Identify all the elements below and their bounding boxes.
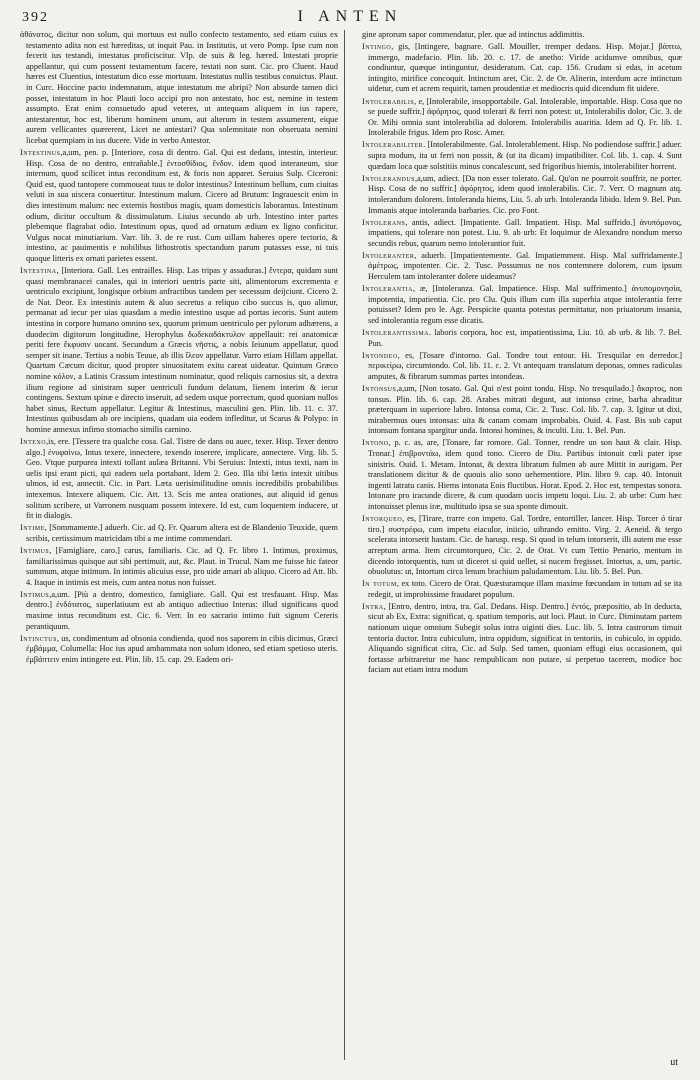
entry-headword: Intolerantissima [362, 328, 429, 338]
page-header [22, 8, 678, 30]
entry-headword: Intondeo [362, 350, 398, 360]
entry-headword: Intingo [362, 42, 392, 52]
dictionary-entry [20, 30, 338, 147]
entry-text: ,a,um. [Più a dentro, domestico, famigliare. Gall. Qui est tresfauant. Hisp. Mas dentro.] ἐνδότατος, superlatiuum est ab antiquo adiectiuo Interus: illud significans quod maxime intus reconditum est. Cic. 6. Verr. In eo sacrario intimo fuit signum Cereris perantiquum. [26, 589, 338, 631]
entry-text: , gis, [Intingere, bagnare. Gall. Mouiller, tremper dedans. Hisp. Mojar.] βάπτω, immergo, madefacio. Plin. lib. 20. c. 17. de anetho: Viride acidumve omnibus, quæ condiuntur, quæque intinguntur, desideratum. Cat. cap. 156. Crudam si edas, in acetum intingito, mirifice concoquit. Intinctum aret, Cic. 2. de Or. Aliterin, interdum acre intinctum uidetur, cum et acrem requirit, tamen proudentiæ et mediocris quid dicendum fit uidere. [368, 42, 682, 94]
entry-text: , [Interiora. Gall. Les entrailles. Hisp. Las tripas y assaduras.] ἔντερα, quidam sunt quasi membranacei canales, qui in interiori uentris parte siti, alimentorum excrementa e uentriculo excipiunt, longisque orbium anfractibus tandem per secessum deijciunt. Cicero 2. de Nat. Deor. Ex intestinis autem & aluo secretus a reliquo cibo succus is, quo alimur, permanat ad iecur per uias quasdam a medio intestino usque ad portas iecoris. Sunt autem intestina in corpore humano omnino sex, quorum primum uentriculo per pylorum adhærens, a duodecim digitorum longitudine, Herophylus δωδεκαδάκτυλον appellauit: rei anatomicæ periti fere ἔκφυσιν uocant. Secundum a Græcis νῆστις, a nobis Ieiunum appellatur, quod semper sit inane. Tertius a nobis Teuue, ab illis ἴλεον appellatur. Varro etiam Hillam appellat. Quartum Cæcum dicitur, quod propter sinuositatem exitu careat uideatur. Quintum Græco nomine κόλον, a Latinis Crassum intestinum nominatur, quod reliquis carnosius sit, a dextra ilium regione ad sinistram super uentriculi fundum delatum, lienem interim & iecur contingens. Sextum spinæ e directo inseruit, ad sedem usque porrectum, quod quoniam nullos habet sinus, Rectum appellatur. Legitur & Intestinus, masculini gen. Plin. lib. 11. c. 37. Intestinus quibusdam ab ore incipiens, quadam uia eodem infleditur, ut Scarus & Polypo: in homine annexus infimo stomacho similis carnino. [26, 266, 338, 434]
entry-text: , [Famigliare, caro.] carus, familiaris. Cic. ad Q. Fr. libro 1. Intimus, proximus, familiarissimus quisque aut sibi pertimuit, aut, &c. Plaut. in Trucul. Nam me fuisse hic fateor summum, atque intimum. In intimis alicuius esse, pro uide amari ab aliquo. Cicero ad Att. lib. 4. Itaque in intimis est meis, cum antea notus non fuisset. [26, 546, 338, 587]
entry-headword: Intolerans [362, 217, 406, 227]
dictionary-entry [20, 546, 338, 588]
dictionary-entry [20, 266, 338, 436]
dictionary-entry [362, 438, 682, 512]
entry-headword: Intinctus [20, 633, 57, 643]
entry-text: ἀθάνατος, dicitur non solum, qui mortuus est nullo confecto testamento, sed etiam cuius ex testamento adita non est hæreditas, ut inquit Pau. in Institutis, ut vero Pomp. Ipse cum non fecerit ius testandi, intestatus proficiscitur. Vlp. de suis & leg. hæred. Intestati proprie appellantur, qui cum possent testamentum facere, testati non sunt. Cic. pro Cluent. Haud hæres est Cluentius, intestatum dico esse mortuum. Intestatus nullis testibus conuictus. Plaut. in Curc. Hoccine pacto indemnatum, atque intestatum me abripi? Non absurde tamen dici posset, intestatum in hoc Plauti loco accipi pro non antestato, hoc est, nemine in testem assumpto. Erat enim consuetudo apud veteres, ut antequam aliquem in ius rapere, antestarentur, hoc est, liberum hominem unum, aut alterum in testem assumerent, eique aurem vellicantes quærerent, Licet ne antestari? Qua solemnitate non obseruata nemini licebat quempiam in ius ducere. Vide in verbo Antestor. [20, 30, 338, 145]
dictionary-entry [362, 328, 682, 349]
entry-text: , es, [Tosare d'intorno. Gal. Tondre tout entour. Hi. Tresquilar en derredor.] περικείρω, circumtondo. Col. lib. 11. c. 2. Vt antequam translatum deponas, omnes radiculas amputes, & fibrarum summas partes intondeas. [368, 350, 682, 381]
entry-headword: Intestinus [20, 148, 61, 158]
dictionary-entry [362, 351, 682, 383]
dictionary-entry [362, 30, 682, 41]
entry-headword: Intolerabilis [362, 96, 415, 106]
entry-headword: Intexo [20, 437, 47, 447]
entry-headword: Intorqueo [362, 514, 403, 524]
entry-text: gine aprorum sapor commendatur, pler. que ad intinctus addimittis. [362, 30, 585, 39]
entry-text: , us, condimentum ad obsonia condienda, quod nos saporem in cibis dicimus, Græci ἐμβάμμα, Columella: Hoc ius apud ambammata non solum idoneo, sed etiam spetioso uteris. ἐμβάπτειν enim intingere est. Plin. lib. 15. cap. 29. Eadem ori- [26, 633, 338, 664]
entry-text: , [Sommamente.] aduerb. Cic. ad Q. Fr. Quarum altera est de Blandenio Teuxide, quem scribis, certissimum matricidam tibi a me intime commendari. [26, 523, 338, 543]
dictionary-entry [20, 523, 338, 544]
entry-headword: Intonsus [362, 384, 397, 393]
dictionary-entry [362, 602, 682, 676]
dictionary-entry [20, 437, 338, 522]
dictionary-entry [20, 148, 338, 265]
entry-text: . laboris corpora, hoc est, impatientissima, Liu. 10. ab urb. & lib. 7. Bel. Pun. [368, 328, 682, 348]
right-column [362, 30, 682, 1068]
dictionary-entry [362, 42, 682, 95]
dictionary-entry [362, 218, 682, 250]
catchword: ut [670, 1057, 678, 1068]
entry-text: , es, [Tirare, trarre con impeto. Gal. Tordre, entortiller, lancer. Hisp. Torcer ó tirar tiro.] συστρέφω, cum impetu eiaculor, iniicio, uibrando emitto. Virg. 2. Aeneid. & tergo scelerata intorserit hastam. Cic. de harusp. resp. Si quod in telum intorserit, illi autem me esse arreptum arma. Item circumtorqueo, Cic. 2. de Orat. Vt cum Tettio Penario, mentum in dicendo intorquentis, tum ut diceret si quid uellet, si nucem fregisset. Intortus, a, um, partic. obuolutus: ut, Intortum circa lenum brachium paludamentum. Liu. lib. 5. Bel. Pun. [368, 514, 682, 577]
dictionary-entry [362, 251, 682, 283]
entry-headword: Intimus [20, 589, 50, 599]
entry-text: , aduerb. [Impatientemente. Gal. Impatiemment. Hisp. Mal suffridamente.] ἀμέτρως, impotenter. Cic. 2. Tusc. Possumus ne nos contemnere dolorem, cum ipsum Herculem tam intoleranter dolere uideamus? [368, 250, 682, 282]
dictionary-entry [362, 284, 682, 326]
running-head: I ANTEN [297, 8, 403, 25]
entry-headword: Intono [362, 438, 389, 448]
entry-text: ,a,um, pen. p. [Interiore, cosa di dentro. Gal. Qui est dedans, intestin, interieur. Hisp. Cosa de no dentro, entrañable.] ἐντοσθίδιος, ἔνδον. idem quod interaneum, siue internum, quod scilicet intus reconditum est, & foris non apparet. Seruius Sulp. Ciceroni: Quid est, quod tantopere commoueat tuus te dolor intestinus? Intestinum bellum, cum ciuitas veluti in sua uiscera conuertitur. Intestinum malum. Cicero ad Brutum: Ingrauescit enim in dies intestinum malum: nec externis hostibus magis, quam domesticis laboramus. Intestinum odium, dicitur occultum & dissimulatum. Liuius secundo ab urb. Intestino inter partes plebemque flagrabat odio. Intestinum opus, quod ad ornatum ædium ex ligno conficitur. Vulgus nocat minutiarium. Varr. lib. 3. de re rust. Cum uillam haberes opere tectorio, & intestino, ac pauimentis e nobilibus lithostrotis spectandum parum putasses esse, ni tuis quoque litteris ex ornati parietes essent. [26, 148, 338, 263]
dictionary-entry [362, 384, 682, 437]
entry-headword: In totum [362, 579, 397, 589]
dictionary-entry [362, 514, 682, 578]
entry-headword: Intimus [20, 546, 50, 555]
entry-text: , æ, [Intoleranza. Gal. Impatience. Hisp. Mal suffrimento.] ἀνυπομονησία, impotentia, impatientia. Cic. pro Clu. Quis illum cum illa superbia atque intolerantia ferre potuisset? Idem pro le. Agr. Perspicite quanta potestas permittatur, non priuatorum insania, sed intolerantia regum esse dicatis. [368, 284, 682, 325]
entry-headword: Intime [20, 523, 45, 533]
dictionary-entry [20, 590, 338, 632]
entry-headword: Intestina [20, 266, 57, 276]
entry-text: , p. c. as, are, [Tonare, far romore. Gal. Tonner, rendre un son haut & clair. Hisp. Tronar.] ἐπιβροντάω, idem quod tono. Cicero de Diu. Partibus intonuit cœli pater ipse sinistris. Ouid. 1. Metam. Intonat, & dextra libratum fulmen ab aure Mittit in aurigam. Per translationem dicitur & de quouis alio sono uehementiore. Plin. libro 9. cap. 40. Intonuit ingenti latratu canis. Hiems intonata Eois fluctibus. Horat. Epod. 2. Hoc est, tempestas sonora. Intonare pro iracunde dicere, & cum quodam uocis impetu loqui. Liu. 2. ab urbe: Cum hæc intonuisset plenus iræ, multitudo ipsa se sua sponte dimouit. [368, 438, 682, 512]
column-divider [344, 30, 345, 1060]
entry-headword: Intolerantia [362, 284, 413, 294]
dictionary-entry [362, 174, 682, 216]
entry-text: ,a,um, [Non tosato. Gal. Qui n'est point tondu. Hisp. No tresquilado.] ἄκαρτος, non tonsus. Plin. lib. 6. cap. 28. Arabes mitrati degunt, aut intonso crine, barba abraditur præterquam in superiore labro. Intonsa coma, Cic. 2. Tusc. Col. lib. 7. cap. 3. Igitur ut dixi, mirabermus oues intonsas: uita & canam comam improbabis. Ouid. 4. Fast. Bis sub caput intonsum fontana spargitur unda. Intonsi homines, & inculti. Liu. 1. Bel. Pun. [368, 384, 682, 436]
entry-headword: Intra [362, 601, 384, 611]
entry-text: ,is, ere. [Tessere tra qualche cosa. Gal. Tistre de dans ou auec, texer. Hisp. Texer dentro algo.] ἐνυφαίνω, Intus texere, innectere, texendo inserere, implicare, annectere. Virg. lib. 5. Geo. Vtque purpurea intexti tollant aulæa Britanni. Vbi Seruius: Intexti, intus texti, nam in uelis ipsi erant picti, qui eadem uela portabant. Idem 2. Geo. Illa tibi lætis intexit uitibus ulmos, id est, annectit. Cic. in Part. Læta uerisimilitudine omnis incredibilis probabilibus intexemus. Intexere aliquem. Cic. Att. 13. Scis me antea orationes, aut aliquid id genus solitum scribere, ut Varronem nusquam possem intexere. Id est, cum loquentem inducere, ut fit in dialogis. [26, 437, 338, 521]
left-column [20, 30, 338, 1068]
entry-headword: Intolerandus [362, 173, 415, 183]
dictionary-entry [362, 97, 682, 139]
dictionary-entry [362, 140, 682, 172]
entry-text: , e, [Intolerabile, insopportabile. Gal. Intolerable, importable. Hisp. Cosa que no se puede suffrir.] ἀφόρητος, quod tolerari & ferri non potest: ut, Intolerabilis dolor, Cic. 3. de Or. Mihi omnia sunt intolerabilia ad dolorem. Intolerabilis auaritia. Idem ad Q. Fr. lib. 1. Intolerabile frigus. Idem pro Rosc. Amer. [368, 96, 682, 138]
entry-text: ,a,um, adiect. [Da non esser tolerato. Gal. Qu'on ne pourroit souffrir, ne porter. Hisp. Cosa de no suffrir.] ἀφόρητος, idem quod intolerabilis. Cic. 7. Verr. O magnum atq. intolerandum dolorem. Intoleranda hiems, Liu. 5. ab urb. Intoleranda libido. Idem 9. Bel. Pun. Immanis atque intoleranda barbaries. Cic. pro Font. [368, 173, 682, 215]
dictionary-entry [362, 579, 682, 600]
entry-text: , antis, adiect. [Impatiente. Gall. Impatient. Hisp. Mal suffrido.] ἀνυπόμονος, impatiens, qui tolerare non potest. Liu. 9. ab urb: Et loquimur de Alexandro nondum merso secundis rebus, quarum nemo intolerantior fuit. [368, 217, 682, 248]
entry-headword: Intoleranter [362, 250, 415, 260]
entry-text: , [Entro, dentro, intra, tra. Gal. Dedans. Hisp. Dentro.] ἐντός, præpositio, ab In deducta, sicut ab Ex, Extra: significat, q. spatium temporis, aut loci. Plaut. in Curc. Diminutam partem nationum uique omnium Subegit solus intra uiginti dies. Luc. lib. 5. Intra castrorum timuit tentoria ductor. Intra cubiculum, intra oppidum, significat in tentoriis, in cubiculo, in oppido. Aliquando significat citra, Cic. ad Sulp. Sed tamen, quoniam effugi eius occasionem, qui fortasse arbitraretur me hanc rempublicam non putare, si perpetuo tacerem, modice hoc faciam aut etiam intra modum [368, 601, 682, 675]
entry-text: . [Intolerabilmente. Gal. Intolerablement. Hisp. No podiendose suffrir.] aduer. supra modum, ita ut ferri non possit, & (ut ita dicam) impatibiliter. Col. lib. 1. cap. 4. Sunt quædam loca quæ solstitiis minus concalescunt, sed frigoribus hiemis, intolerabiliter horrent. [368, 140, 682, 171]
entry-text: , ex toto. Cicero de Orat. Quæsturamque illam maxime fœcundam in totum ad se ita redegit, ut improbissime fraudaret populum. [368, 579, 682, 599]
dictionary-entry [20, 634, 338, 666]
page-number: 392 [22, 10, 49, 25]
entry-headword: Intolerabiliter [362, 140, 424, 150]
